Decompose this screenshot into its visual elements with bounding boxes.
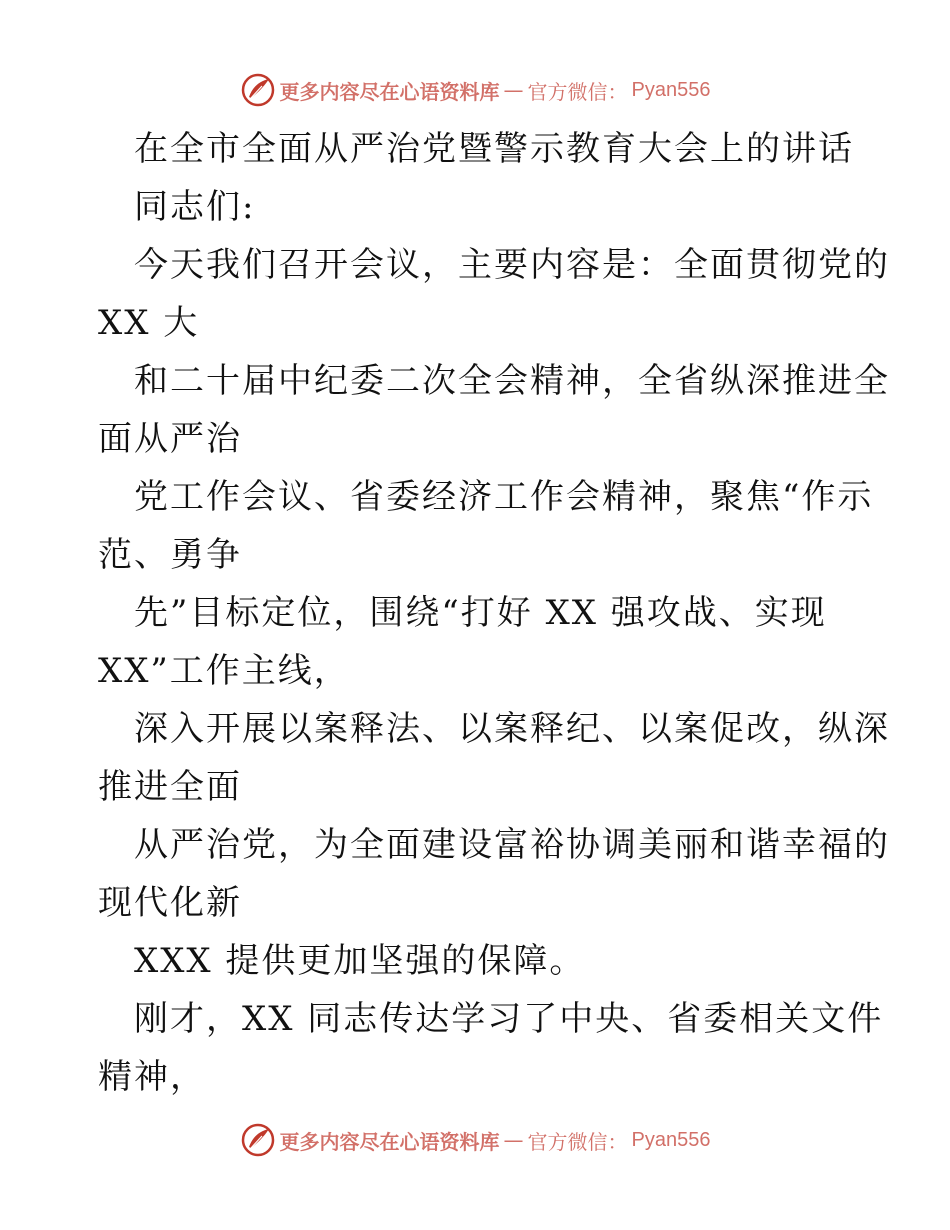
quill-logo-icon	[240, 1122, 276, 1158]
banner-title: 更多内容尽在心语资料库	[279, 79, 500, 104]
paragraph-line: 从严治党，为全面建设富裕协调美丽和谐幸福的	[134, 825, 890, 865]
paragraph-line: XXX 提供更加坚强的保障。	[134, 941, 586, 981]
salutation: 同志们:	[134, 187, 256, 227]
banner-wechat-label: 官方微信：	[527, 79, 628, 104]
document-body	[98, 120, 890, 1106]
paragraph-line: 刚才，XX 同志传达学习了中央、省委相关文件	[134, 999, 884, 1039]
banner-wechat-id: Pyan556	[631, 1128, 711, 1151]
paragraph-line: 推进全面	[98, 767, 242, 807]
paragraph-line: 今天我们召开会议，主要内容是：全面贯彻党的	[134, 245, 890, 285]
paragraph-line: 深入开展以案释法、以案释纪、以案促改，纵深	[134, 709, 890, 749]
paragraph-line: 和二十届中纪委二次全会精神，全省纵深推进全	[134, 361, 890, 401]
paragraph-line: XX”工作主线，	[98, 651, 350, 691]
banner-wechat-label: 官方微信：	[527, 1129, 628, 1154]
paragraph-line: 范、勇争	[98, 535, 242, 575]
paragraph-line: 现代化新	[98, 883, 242, 923]
paragraph-line: 先”目标定位，围绕“打好 XX 强攻战、实现	[134, 593, 827, 633]
banner-dash: —	[503, 78, 524, 102]
footer-banner	[0, 1120, 950, 1160]
paragraph-line: XX 大	[98, 303, 200, 343]
paragraph-line: 党工作会议、省委经济工作会精神，聚焦“作示	[134, 477, 874, 517]
header-banner	[0, 70, 950, 110]
banner-wechat-id: Pyan556	[631, 78, 711, 101]
banner-dash: —	[503, 1128, 524, 1152]
quill-logo-icon	[240, 72, 276, 108]
banner-title: 更多内容尽在心语资料库	[279, 1129, 500, 1154]
paragraph-line: 精神，	[98, 1057, 206, 1097]
paragraph-line: 面从严治	[98, 419, 242, 459]
document-title: 在全市全面从严治党暨警示教育大会上的讲话	[134, 129, 854, 169]
